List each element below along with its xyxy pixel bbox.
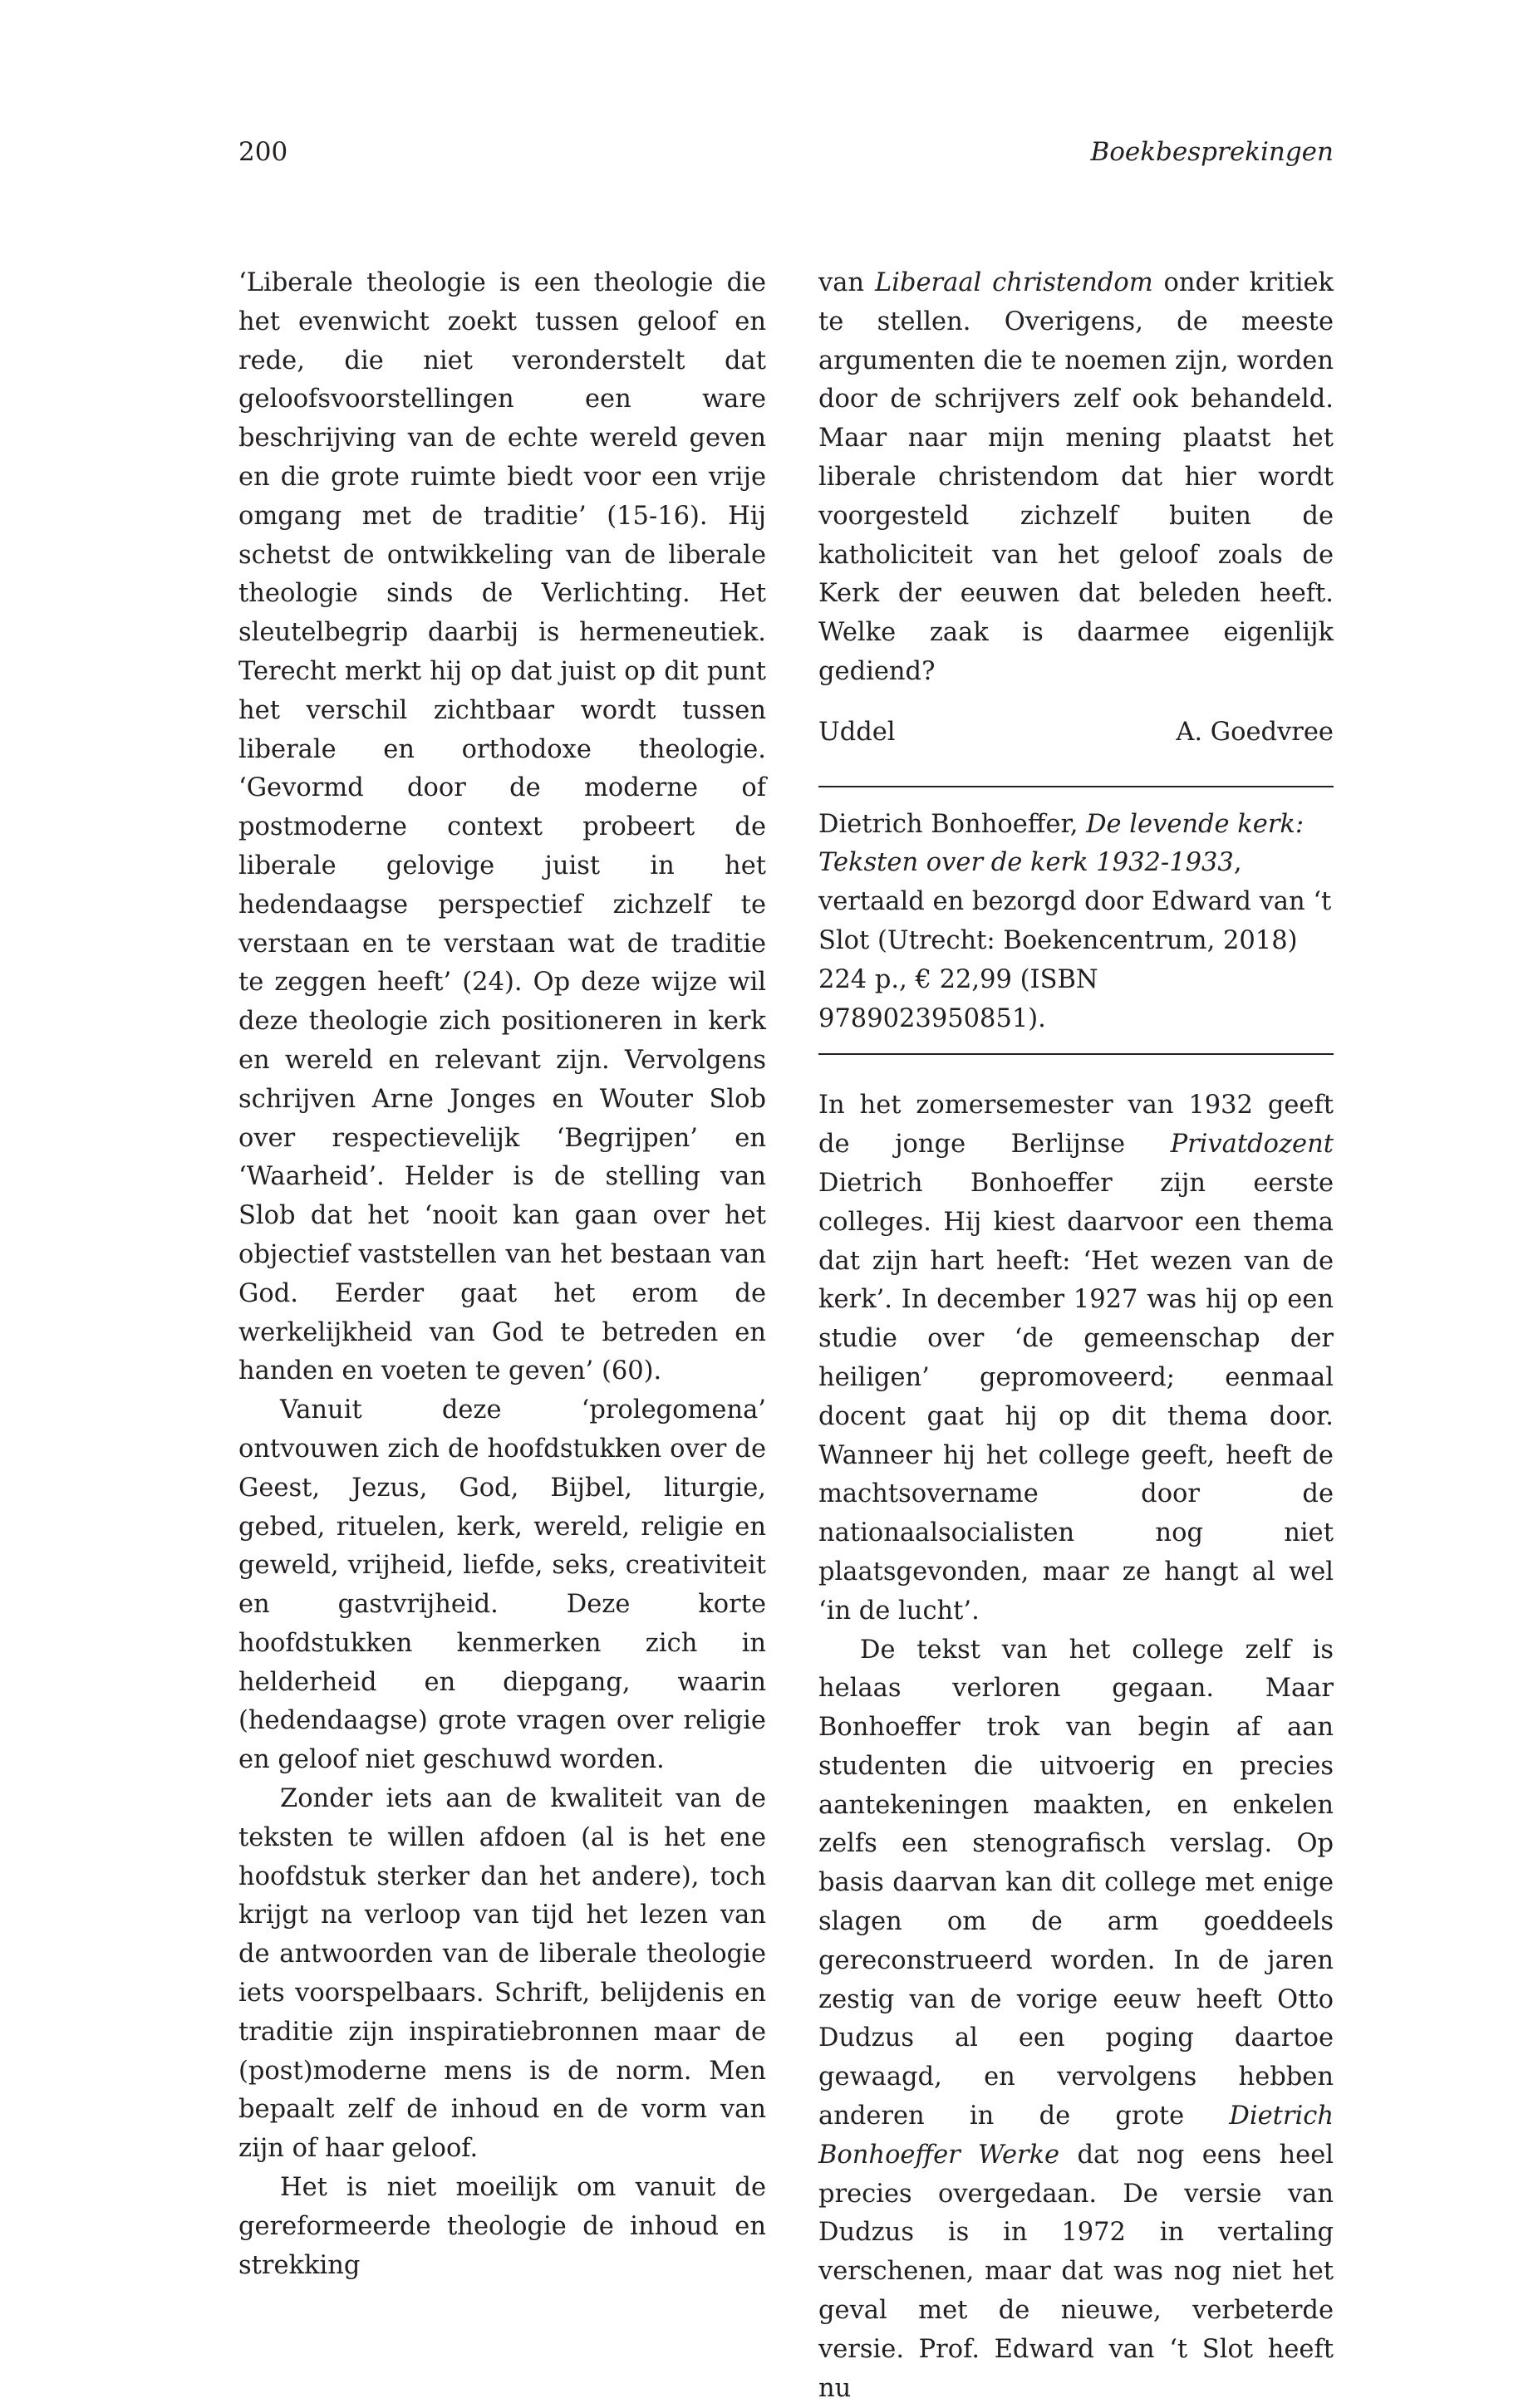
paragraph (818, 1631, 1334, 2408)
citation-title: De levende kerk: Teksten over de kerk 1932-1933 (818, 810, 1304, 878)
review-signature (818, 714, 1334, 753)
text-run: De tekst van het college zelf is helaas verloren gegaan. Maar Bonhoeffer trok van begin af aan studenten die uitvoerig en precies aantekeningen maakten, en enkelen zelfs een stenografisch verslag. Op basis daarvan kan dit college met enige slagen om de arm goeddeels gereconstrueerd worden. In de jaren zestig van de vorige eeuw heeft Otto Dudzus al een poging daartoe gewaagd, en vervolgens hebben anderen in de grote (818, 1636, 1334, 2131)
text-run: van (818, 268, 875, 297)
text-run: In het zomersemester van 1932 geeft de jonge Berlijnse (818, 1091, 1334, 1159)
divider-rule (818, 1053, 1334, 1055)
running-title: Boekbesprekingen (1090, 137, 1334, 167)
page-header (238, 137, 1334, 179)
paragraph (818, 1086, 1334, 1631)
signature-place: Uddel (818, 714, 896, 753)
text-run: Dietrich Bonhoeffer zijn eerste colleges. Hij kiest daarvoor een thema dat zijn hart heeft: ‘Het wezen van de kerk’. In december 1927 was hij op een studie over ‘de gemeenschap der heiligen’ gepromoveerd; eenmaal docent gaat hij op dit thema door. Wanneer hij het college geeft, heeft de machtsovername door de nationaalsocialisten nog niet plaatsgevonden, maar ze hangt al wel ‘in de lucht’. (818, 1169, 1334, 1626)
signature-name: A. Goedvree (1176, 714, 1334, 753)
citation-details: , vertaald en bezorgd door Edward van ‘t Slot (Utrecht: Boekencentrum, 2018) 224 p., € 22,99 (ISBN 9789023950851). (818, 848, 1331, 1032)
left-column (238, 264, 766, 2285)
right-column (818, 264, 1334, 2408)
book-citation (818, 806, 1334, 1039)
paragraph: Het is niet moeilijk om vanuit de gereformeerde theologie de inhoud en strekking (238, 2169, 766, 2285)
italic-term: Privatdozent (1171, 1130, 1334, 1159)
paragraph: Zonder iets aan de kwaliteit van de teksten te willen afdoen (al is het ene hoofdstuk sterker dan het andere), toch krijgt na verloop van tijd het lezen van de antwoorden van de liberale theologie iets voorspelbaars. Schrift, belijdenis en traditie zijn inspiratiebronnen maar de (post)moderne mens is de norm. Men bepaalt zelf de inhoud en de vorm van zijn of haar geloof. (238, 1780, 766, 2169)
paragraph: ‘Liberale theologie is een theologie die het evenwicht zoekt tussen geloof en rede, die niet veronderstelt dat geloofsvoorstellingen een ware beschrijving van de echte wereld geven en die grote ruimte biedt voor een vrije omgang met de traditie’ (15-16). Hij schetst de ontwikkeling van de liberale theologie sinds de Verlichting. Het sleutelbegrip daarbij is hermeneutiek. Terecht merkt hij op dat juist op dit punt het verschil zichtbaar wordt tussen liberale en orthodoxe theologie. ‘Gevormd door de moderne of postmoderne context probeert de liberale gelovige juist in het hedendaagse perspectief zichzelf te verstaan en te verstaan wat de traditie te zeggen heeft’ (24). Op deze wijze wil deze theologie zich positioneren in kerk en wereld en relevant zijn. Vervolgens schrijven Arne Jonges en Wouter Slob over respectievelijk ‘Begrijpen’ en ‘Waarheid’. Helder is de stelling van Slob dat het ‘nooit kan gaan over het objectief vaststellen van het bestaan van God. Eerder gaat het erom de werkelijkheid van God te betreden en handen en voeten te geven’ (60). (238, 264, 766, 1391)
paragraph (818, 264, 1334, 692)
page-number: 200 (238, 137, 287, 167)
text-run: dat nog eens heel precies overgedaan. De versie van Dudzus is in 1972 in vertaling verschenen, maar dat was nog niet het geval met de nieuwe, verbeterde versie. Prof. Edward van ‘t Slot heeft nu (818, 2141, 1334, 2403)
divider-rule (818, 786, 1334, 787)
citation-author: Dietrich Bonhoeffer, (818, 810, 1086, 839)
paragraph: Vanuit deze ‘prolegomena’ ontvouwen zich de hoofdstukken over de Geest, Jezus, God, Bijbel, liturgie, gebed, rituelen, kerk, wereld, religie en geweld, vrijheid, liefde, seks, creativiteit en gastvrijheid. Deze korte hoofdstukken kenmerken zich in helderheid en diepgang, waarin (hedendaagse) grote vragen over religie en geloof niet geschuwd worden. (238, 1391, 766, 1780)
book-title: Liberaal christendom (875, 268, 1153, 297)
text-run: onder kritiek te stellen. Overigens, de meeste argumenten die te noemen zijn, worden door de schrijvers zelf ook behandeld. Maar naar mijn mening plaatst het liberale christendom dat hier wordt voorgesteld zichzelf buiten de katholiciteit van het geloof zoals de Kerk der eeuwen dat beleden heeft. Welke zaak is daarmee eigenlijk gediend? (818, 268, 1334, 686)
italic-term: Dietrich Bonhoeffer Werke (818, 2101, 1334, 2170)
